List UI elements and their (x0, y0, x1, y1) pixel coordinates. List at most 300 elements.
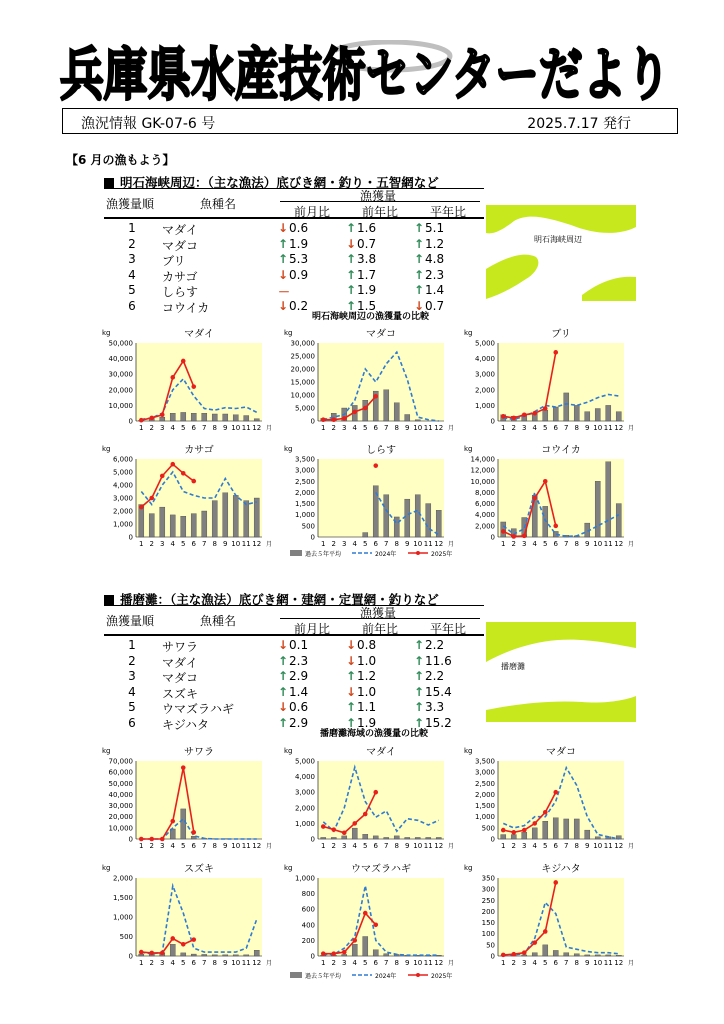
x-tick-label: 5 (543, 540, 548, 548)
chart-1 (100, 327, 272, 437)
legend-label-avg5: 過去５年平均 (305, 551, 342, 558)
point-2025 (532, 411, 537, 416)
mom-column-header: 前月比 (294, 205, 331, 219)
plot-area (318, 343, 444, 421)
x-tick-label: 2 (149, 842, 154, 850)
bar-avg5 (553, 950, 558, 956)
table-row (102, 221, 492, 236)
avg-cell (414, 252, 484, 266)
legend-label-avg5: 過去５年平均 (305, 973, 342, 980)
arrow-up-icon: ↑ (278, 252, 289, 266)
point-2025 (191, 937, 196, 942)
y-tick-label: 40,000 (108, 355, 133, 364)
point-2025 (191, 384, 196, 389)
point-2025 (321, 417, 326, 422)
fish-name-cell: しらす (162, 285, 199, 299)
x-tick-label: 9 (405, 842, 410, 850)
arrow-up-icon: ↑ (278, 684, 289, 699)
point-2025 (139, 837, 144, 842)
arrow-up-icon: ↑ (346, 715, 357, 730)
point-2025 (501, 828, 506, 833)
ratio-value: 0.1 (289, 638, 309, 652)
title-text: 兵庫県水産技術センターだより (60, 42, 670, 102)
y-tick-label: 5,000 (474, 339, 495, 348)
x-tick-label: 11 (603, 424, 613, 432)
x-tick-label: 1 (139, 959, 144, 967)
x-tick-label: 8 (394, 842, 399, 850)
rank-cell: 2 (128, 653, 136, 668)
y-tick-label: 3,000 (112, 494, 133, 503)
arrow-up-icon: ↑ (414, 267, 425, 282)
point-2025 (160, 412, 165, 417)
x-tick-label: 9 (223, 540, 228, 548)
avg-cell (414, 283, 484, 297)
x-unit-label: 月 (266, 541, 272, 548)
bar-avg5 (405, 837, 410, 839)
ratio-value: 1.0 (357, 653, 377, 668)
bar-avg5 (363, 834, 368, 839)
bar-avg5 (342, 954, 347, 956)
x-tick-label: 7 (564, 959, 569, 967)
bar-avg5 (191, 954, 196, 956)
bar-avg5 (574, 954, 579, 956)
ratio-value: 0.9 (289, 267, 309, 282)
bar-avg5 (373, 836, 378, 839)
rank-cell: 5 (128, 283, 136, 297)
bar-avg5 (426, 837, 431, 839)
chart-title: しらす (366, 445, 396, 456)
y-tick-label: 1,000 (294, 511, 315, 520)
y-tick-label: 10,000 (108, 824, 133, 833)
arrow-up-icon: ↑ (414, 638, 425, 652)
x-tick-label: 8 (394, 540, 399, 548)
y-tick-label: 0 (490, 417, 495, 426)
point-2025 (160, 474, 165, 479)
x-tick-label: 11 (241, 959, 251, 967)
y-tick-label: 0 (310, 533, 315, 542)
rank-cell: 1 (128, 221, 136, 235)
y-tick-label: 0 (128, 952, 133, 961)
fish-name-cell: キジハタ (162, 717, 210, 732)
chart-title: スズキ (184, 864, 214, 875)
y-tick-label: 5,000 (112, 468, 133, 477)
section-marker-icon (104, 595, 114, 605)
x-tick-label: 10 (413, 842, 423, 850)
bar-avg5 (574, 405, 579, 421)
arrow-down-icon: ↓ (346, 236, 357, 251)
point-2025 (191, 830, 196, 835)
point-2025 (511, 952, 516, 957)
point-2025 (543, 810, 548, 815)
bar-avg5 (181, 953, 186, 956)
x-unit-label: 月 (448, 843, 454, 850)
ratio-value: 1.9 (289, 236, 309, 251)
chart-title: サワラ (184, 747, 214, 758)
chart-10 (100, 862, 272, 972)
bar-avg5 (436, 955, 441, 956)
point-2025 (522, 534, 527, 539)
x-tick-label: 6 (373, 959, 378, 967)
bar-avg5 (501, 835, 506, 839)
table-row (102, 237, 492, 252)
rank-cell: 6 (128, 298, 136, 313)
chart-title: ブリ (551, 329, 571, 340)
fish-column-header: 魚種名 (200, 614, 237, 628)
issue-number: 漁況情報 GK-07-6 号 (81, 116, 216, 132)
x-tick-label: 7 (202, 540, 207, 548)
arrow-up-icon: ↑ (278, 715, 289, 730)
y-tick-label: 1,000 (474, 813, 495, 822)
y-tick-label: 2,000 (294, 804, 315, 813)
x-tick-label: 8 (574, 842, 579, 850)
chart-4 (100, 443, 272, 553)
section-title-rule (104, 188, 484, 189)
bar-avg5 (170, 515, 175, 537)
x-tick-label: 11 (423, 959, 433, 967)
bar-avg5 (233, 495, 238, 537)
point-2025 (501, 529, 506, 534)
x-tick-label: 4 (170, 540, 175, 548)
x-tick-label: 6 (553, 424, 558, 432)
legend-swatch-avg5 (290, 550, 302, 556)
arrow-down-icon: ↓ (414, 298, 425, 313)
y-tick-label: 400 (301, 921, 315, 930)
mom-cell (278, 237, 348, 251)
bar-avg5 (331, 837, 336, 839)
x-tick-label: 8 (574, 424, 579, 432)
x-tick-label: 7 (202, 959, 207, 967)
x-tick-label: 1 (501, 540, 506, 548)
x-tick-label: 10 (231, 959, 241, 967)
x-tick-label: 9 (585, 424, 590, 432)
fish-name-cell: マダイ (162, 655, 198, 670)
point-2025 (139, 418, 144, 423)
arrow-up-icon: ↑ (414, 236, 425, 251)
bar-avg5 (254, 950, 259, 956)
bar-avg5 (564, 819, 569, 839)
x-unit-label: 月 (628, 843, 634, 850)
arrow-up-icon: ↑ (414, 700, 425, 714)
x-tick-label: 3 (342, 959, 347, 967)
y-tick-label: 12,000 (470, 466, 495, 475)
x-tick-label: 6 (373, 842, 378, 850)
y-tick-label: 1,500 (112, 894, 133, 902)
bar-avg5 (363, 533, 368, 537)
x-unit-label: 月 (628, 960, 634, 967)
x-tick-label: 8 (394, 959, 399, 967)
x-tick-label: 4 (352, 842, 357, 850)
point-2025 (342, 950, 347, 955)
y-tick-label: 30,000 (290, 339, 315, 348)
x-tick-label: 9 (585, 842, 590, 850)
fish-name-cell: マダイ (162, 223, 198, 237)
section-title-rule (104, 605, 484, 606)
y-tick-label: 4,000 (294, 773, 315, 782)
y-tick-label: 4,000 (112, 481, 133, 490)
y-tick-label: 150 (481, 919, 495, 928)
rank-cell: 2 (128, 236, 136, 251)
point-2025 (501, 414, 506, 419)
bar-avg5 (595, 955, 600, 956)
x-tick-label: 1 (501, 959, 506, 967)
x-tick-label: 8 (212, 959, 217, 967)
x-tick-label: 3 (160, 424, 165, 432)
catch-group-header: 漁獲量 (360, 606, 397, 620)
ratio-value: 0.7 (425, 298, 445, 313)
point-2025 (522, 950, 527, 955)
ratio-value: 2.2 (425, 669, 445, 683)
x-tick-label: 10 (593, 424, 603, 432)
bar-avg5 (574, 819, 579, 839)
title-banner (55, 40, 675, 102)
bar-avg5 (415, 420, 420, 421)
point-2025 (363, 406, 368, 411)
x-tick-label: 12 (434, 540, 444, 548)
x-tick-label: 3 (522, 424, 527, 432)
y-unit-label: kg (284, 864, 293, 872)
chart-7 (100, 745, 272, 855)
x-tick-label: 12 (434, 842, 444, 850)
x-tick-label: 12 (434, 959, 444, 967)
chart-title: カサゴ (184, 445, 214, 456)
bar-avg5 (181, 516, 186, 537)
fish-name-cell: サワラ (162, 640, 199, 654)
ratio-value: 0.6 (289, 221, 309, 235)
y-tick-label: 0 (490, 835, 495, 844)
bar-avg5 (616, 504, 621, 537)
bar-avg5 (352, 944, 357, 956)
y-tick-label: 200 (301, 936, 315, 945)
x-tick-label: 4 (532, 842, 537, 850)
y-unit-label: kg (464, 445, 473, 453)
point-2025 (139, 950, 144, 955)
bar-avg5 (233, 415, 238, 421)
no-data-dash: － (278, 285, 291, 299)
catch-group-rule (280, 201, 480, 202)
issue-info-bar (62, 108, 678, 134)
ratio-value: 0.8 (357, 638, 377, 652)
x-unit-label: 月 (448, 425, 454, 432)
y-tick-label: 2,000 (112, 507, 133, 516)
point-2025 (321, 824, 326, 829)
bar-avg5 (363, 400, 368, 421)
point-2025 (170, 936, 175, 941)
x-tick-label: 2 (331, 540, 336, 548)
y-tick-label: 100 (481, 930, 495, 939)
x-tick-label: 7 (202, 424, 207, 432)
point-2025 (352, 410, 357, 415)
bar-avg5 (212, 501, 217, 537)
point-2025 (149, 496, 154, 501)
table-row (102, 716, 492, 731)
rank-cell: 5 (128, 700, 136, 714)
x-tick-label: 11 (241, 540, 251, 548)
x-tick-label: 2 (331, 842, 336, 850)
bar-avg5 (244, 501, 249, 537)
chart-title: マダコ (546, 747, 576, 758)
y-tick-label: 10,000 (290, 391, 315, 400)
arrow-up-icon: ↑ (414, 715, 425, 730)
point-2025 (181, 765, 186, 770)
section-title-text: 播磨灘：（主な漁法）底びき網・建網・定置網・釣りなど (120, 592, 439, 607)
x-tick-label: 10 (231, 540, 241, 548)
x-tick-label: 2 (331, 959, 336, 967)
point-2025 (160, 837, 165, 842)
yoy-cell (346, 638, 416, 652)
x-unit-label: 月 (266, 843, 272, 850)
y-unit-label: kg (102, 864, 111, 872)
y-tick-label: 2,000 (474, 790, 495, 799)
arrow-down-icon: ↓ (346, 638, 357, 652)
bar-avg5 (564, 393, 569, 421)
bar-avg5 (191, 413, 196, 421)
point-2025 (352, 938, 357, 943)
point-2025 (160, 951, 165, 956)
x-tick-label: 8 (574, 959, 579, 967)
bar-avg5 (244, 416, 249, 421)
y-tick-label: 4,000 (474, 511, 495, 520)
x-tick-label: 8 (212, 424, 217, 432)
x-tick-label: 8 (212, 540, 217, 548)
y-tick-label: 2,500 (474, 779, 495, 788)
x-tick-label: 4 (352, 540, 357, 548)
point-2025 (532, 821, 537, 826)
ratio-value: 1.2 (425, 236, 445, 251)
arrow-up-icon: ↑ (346, 669, 357, 683)
x-tick-label: 10 (413, 959, 423, 967)
y-tick-label: 20,000 (108, 386, 133, 395)
x-tick-label: 7 (384, 842, 389, 850)
y-tick-label: 1,000 (474, 401, 495, 410)
chart-caption: 播磨灘海域の漁獲量の比較 (320, 729, 429, 739)
avg-column-header: 平年比 (430, 205, 467, 219)
x-tick-label: 1 (139, 540, 144, 548)
y-tick-label: 3,500 (294, 455, 315, 464)
ratio-value: 1.4 (425, 283, 445, 297)
arrow-down-icon: ↓ (278, 700, 289, 714)
x-tick-label: 6 (191, 842, 196, 850)
bar-avg5 (149, 514, 154, 537)
y-tick-label: 250 (481, 896, 495, 905)
x-tick-label: 8 (574, 540, 579, 548)
chart-title: キジハタ (541, 864, 581, 875)
y-tick-label: 0 (310, 835, 315, 844)
plot-area (318, 878, 444, 956)
bar-avg5 (595, 837, 600, 839)
y-tick-label: 6,000 (112, 455, 133, 464)
bar-avg5 (181, 809, 186, 839)
point-2025 (522, 412, 527, 417)
arrow-up-icon: ↑ (346, 221, 357, 235)
point-2025 (373, 463, 378, 468)
x-tick-label: 6 (191, 424, 196, 432)
y-tick-label: 1,500 (474, 802, 495, 811)
y-tick-label: 3,000 (474, 370, 495, 379)
bar-avg5 (405, 499, 410, 537)
x-tick-label: 4 (170, 842, 175, 850)
yoy-cell (346, 237, 416, 251)
chart-8 (282, 745, 454, 855)
x-tick-label: 7 (384, 959, 389, 967)
mom-cell (278, 638, 348, 652)
ratio-value: 0.2 (289, 298, 309, 313)
x-tick-label: 4 (532, 540, 537, 548)
rank-cell: 6 (128, 715, 136, 730)
y-tick-label: 500 (119, 933, 133, 941)
arrow-down-icon: ↓ (278, 638, 289, 652)
bar-avg5 (373, 950, 378, 956)
avg-cell (414, 685, 484, 699)
x-tick-label: 4 (170, 959, 175, 967)
bar-avg5 (160, 507, 165, 537)
ratio-value: 2.3 (289, 653, 309, 668)
plot-area (498, 459, 624, 537)
point-2025 (181, 471, 186, 476)
y-tick-label: 25,000 (290, 352, 315, 361)
point-2025 (373, 394, 378, 399)
ratio-value: 1.0 (357, 684, 377, 699)
y-tick-label: 800 (301, 890, 315, 899)
yoy-cell (346, 283, 416, 297)
x-tick-label: 6 (191, 540, 196, 548)
y-tick-label: 10,000 (108, 401, 133, 410)
point-2025 (543, 406, 548, 411)
x-tick-label: 2 (511, 424, 516, 432)
x-tick-label: 9 (405, 540, 410, 548)
x-tick-label: 5 (363, 424, 368, 432)
y-tick-label: 300 (481, 885, 495, 894)
y-tick-label: 70,000 (108, 757, 133, 766)
rank-column-header: 漁獲量順 (106, 614, 155, 628)
chart-caption: 明石海峡周辺の漁獲量の比較 (312, 312, 430, 322)
table-header-rule (104, 217, 484, 219)
arrow-down-icon: ↓ (346, 653, 357, 668)
avg-cell (414, 221, 484, 235)
x-unit-label: 月 (628, 425, 634, 432)
x-tick-label: 9 (585, 540, 590, 548)
y-tick-label: 0 (490, 533, 495, 542)
ratio-value: 2.9 (289, 715, 309, 730)
y-tick-label: 4,000 (474, 355, 495, 364)
x-tick-label: 3 (160, 842, 165, 850)
point-2025 (532, 940, 537, 945)
ratio-value: 1.4 (289, 684, 309, 699)
x-tick-label: 11 (603, 540, 613, 548)
x-tick-label: 12 (614, 959, 624, 967)
point-2025 (149, 951, 154, 956)
bar-avg5 (543, 821, 548, 839)
x-tick-label: 10 (593, 540, 603, 548)
x-tick-label: 3 (522, 842, 527, 850)
bar-avg5 (553, 407, 558, 421)
ratio-value: 2.9 (289, 669, 309, 683)
table-row (102, 654, 492, 669)
y-tick-label: 1,000 (112, 520, 133, 529)
legend-label-2024: 2024年 (375, 973, 397, 980)
x-tick-label: 2 (331, 424, 336, 432)
bar-avg5 (384, 390, 389, 421)
plot-area (136, 343, 262, 421)
section-marker-icon (104, 178, 114, 188)
bar-avg5 (415, 495, 420, 537)
section-title-text: 明石海峡周辺：（主な漁法）底びき網・釣り・五智網など (120, 175, 439, 190)
x-tick-label: 11 (603, 959, 613, 967)
x-tick-label: 12 (252, 959, 262, 967)
y-tick-label: 2,000 (294, 488, 315, 497)
arrow-up-icon: ↑ (414, 684, 425, 699)
area-map (486, 205, 636, 305)
x-unit-label: 月 (266, 960, 272, 967)
